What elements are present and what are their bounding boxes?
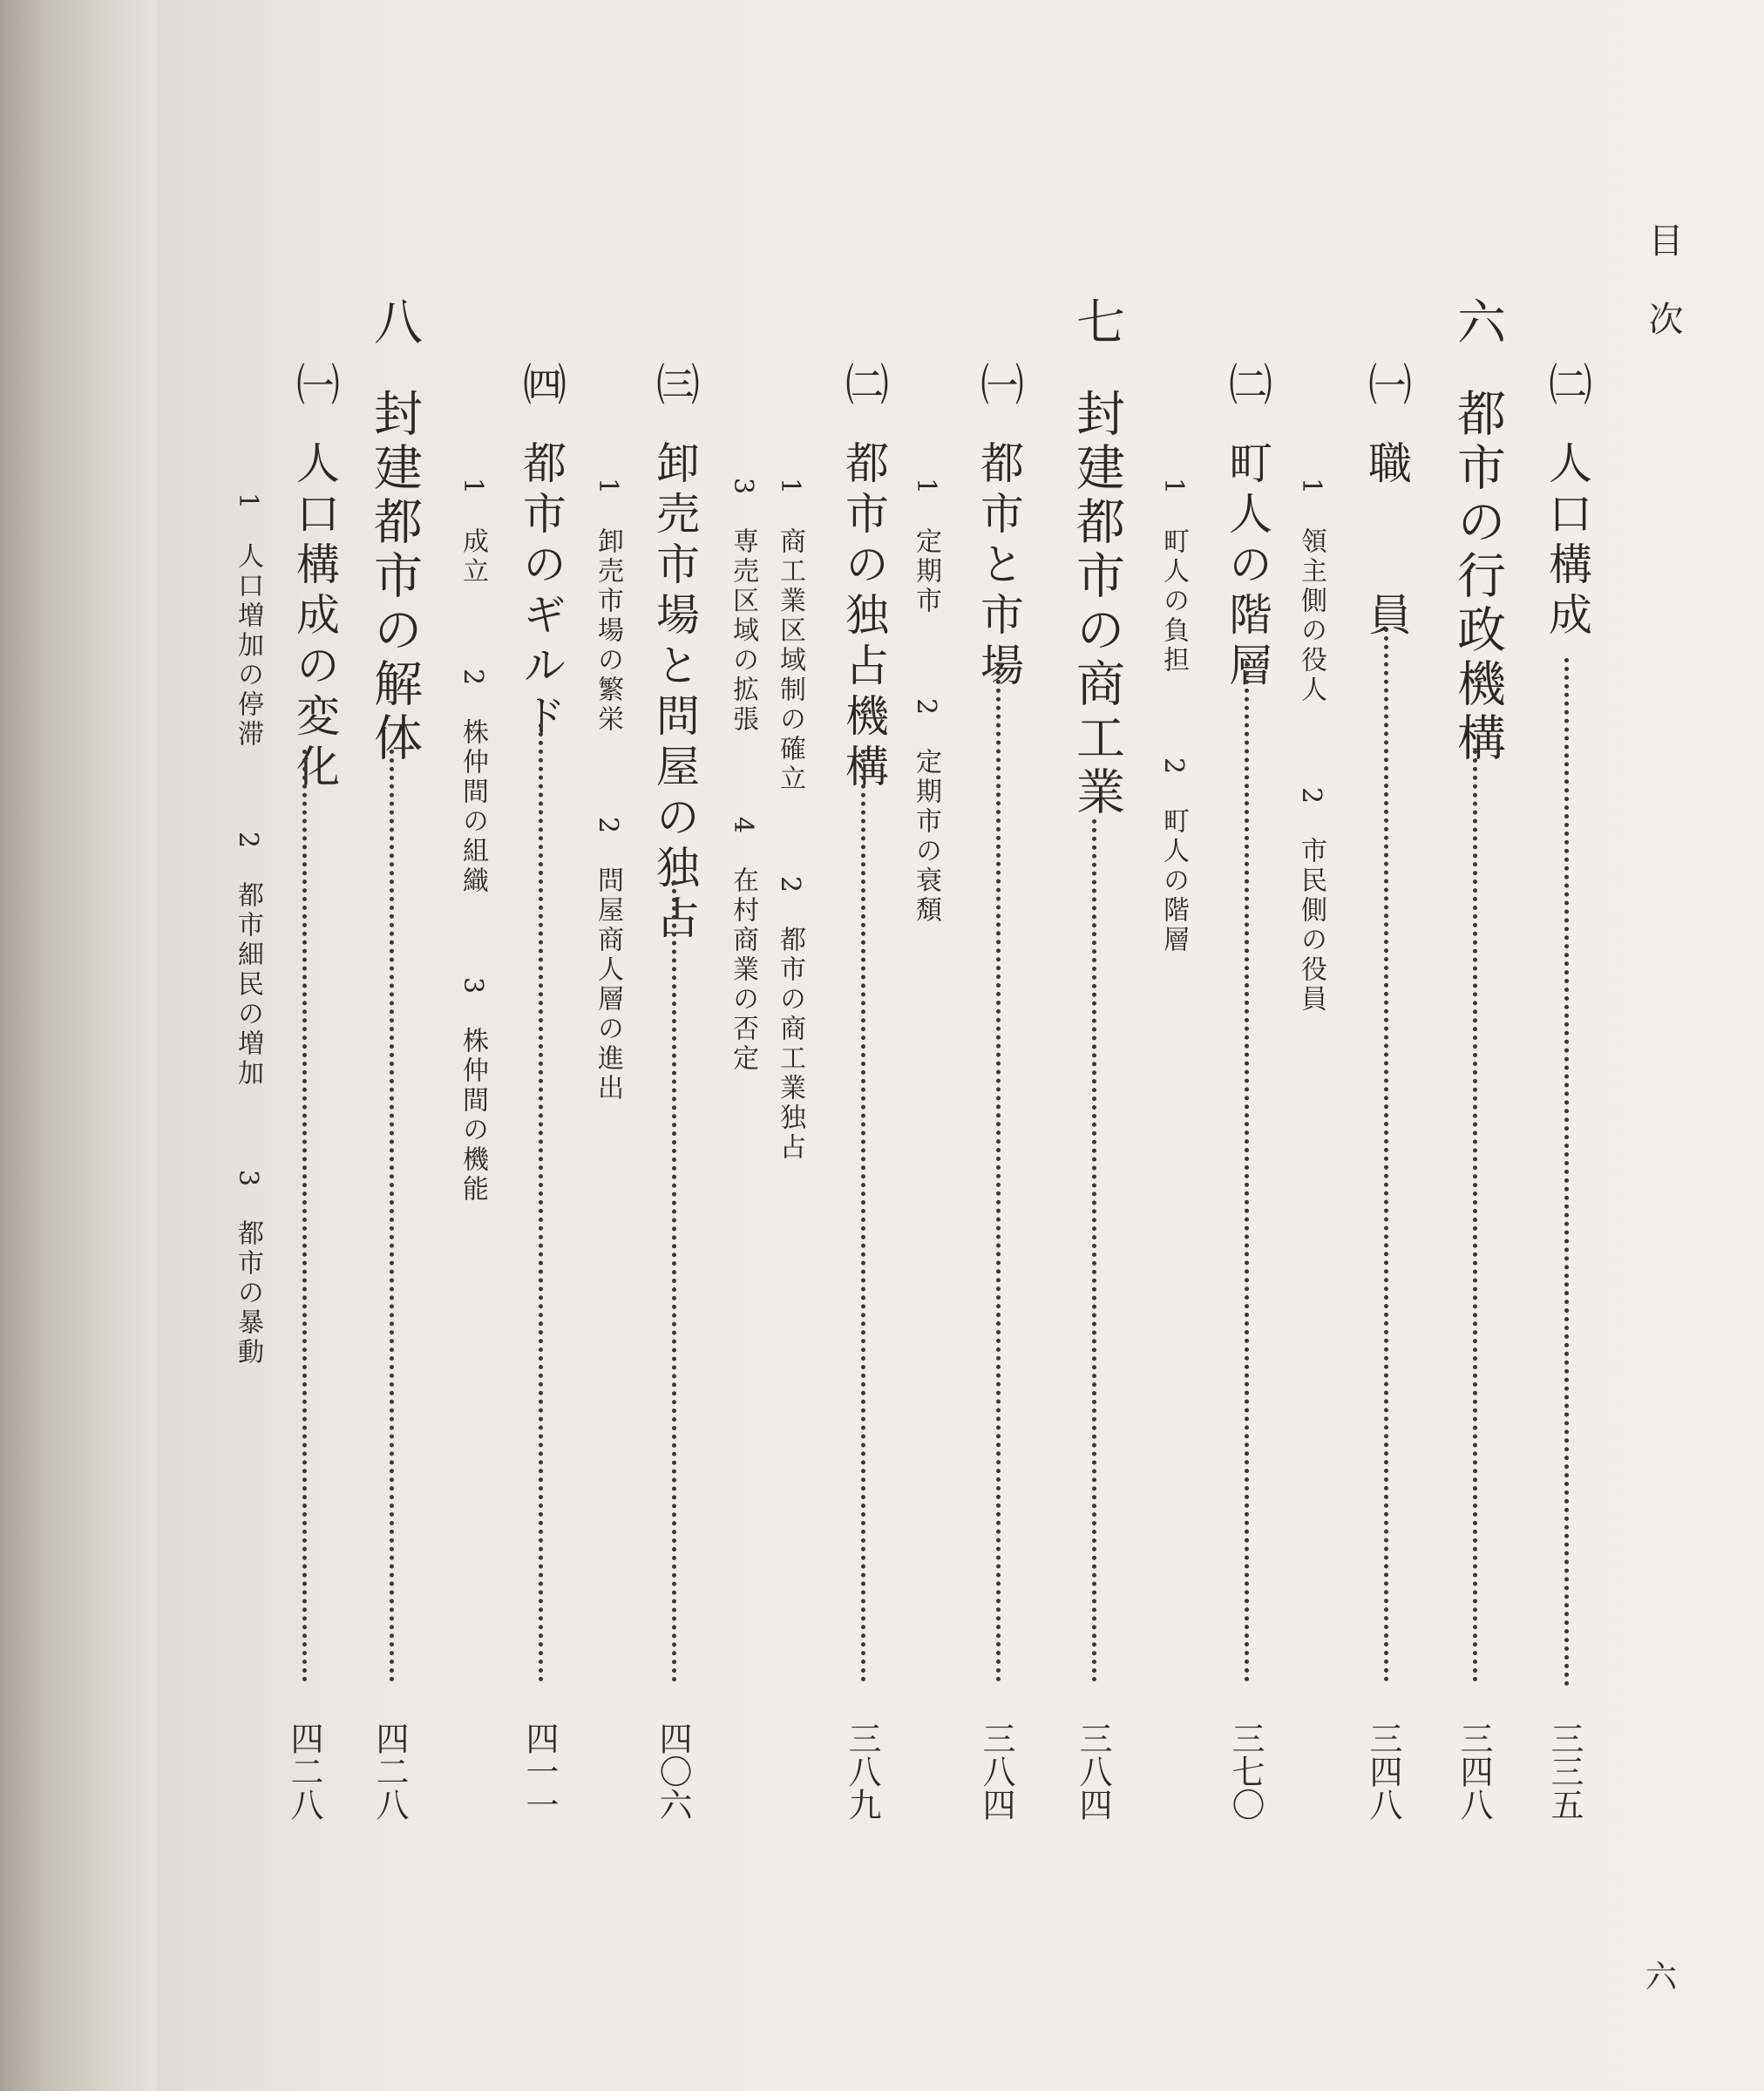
toc-subitem: 3 専売区域の拡張	[728, 478, 758, 736]
toc-subitem: 1 町人の負担	[1158, 478, 1189, 676]
toc-page-number: 四〇六	[654, 1721, 692, 1821]
toc-subitems	[770, 478, 809, 1163]
chapter-title: 都市の行政機構	[1449, 388, 1506, 766]
chapter-number: 八	[366, 296, 423, 350]
toc-subitem: 2 問屋商人層の進出	[593, 816, 623, 1103]
leader-dots	[1245, 662, 1249, 1682]
toc-subitems	[228, 492, 267, 1368]
toc-subitems	[453, 478, 492, 1205]
toc-page-number: 三八九	[843, 1721, 881, 1821]
toc-page-number: 三八四	[1074, 1721, 1112, 1821]
chapter-title: 封建都市の解体	[366, 388, 423, 766]
leader-dots	[1473, 750, 1477, 1682]
toc-subitem: 1 成立	[458, 478, 488, 587]
leader-dots	[672, 880, 676, 1682]
toc-subitem: 1 定期市	[911, 478, 941, 617]
toc-subitem: 3 株仲間の機能	[458, 977, 488, 1205]
toc-entry-title: 都市と市場	[974, 440, 1024, 693]
toc-subitems	[588, 478, 627, 1103]
leader-dots	[302, 750, 307, 1682]
toc-page-number: 三八四	[977, 1721, 1015, 1821]
toc-subitem: 2 定期市の衰頽	[911, 697, 941, 926]
toc-subitem: 1 領主側の役人	[1296, 478, 1326, 706]
toc-subitem: 3 都市の暴動	[233, 1170, 263, 1368]
toc-marker: ㈠	[289, 362, 340, 412]
page-number: 六	[1645, 1959, 1678, 1995]
toc-entry-title: 都市の独占機構	[838, 440, 889, 794]
toc-subitems	[1154, 478, 1192, 955]
toc-subitem: 2 都市の商工業独占	[775, 875, 805, 1163]
toc-subitem: 2 市民側の役員	[1296, 786, 1326, 1015]
toc-marker: ㈠	[1361, 362, 1412, 412]
toc-page-number: 四一一	[520, 1721, 559, 1821]
toc-subitem: 4 在村商業の否定	[728, 816, 758, 1074]
toc-entry-title: 人口構成の変化	[289, 440, 340, 794]
toc-subitem: 1 卸売市場の繁栄	[593, 478, 623, 736]
toc-page-number: 三四八	[1364, 1721, 1402, 1821]
toc-marker: ㈡	[838, 362, 889, 412]
toc-entry-title: 卸売市場と問屋の独占	[649, 440, 700, 946]
toc-entry-title: 職 員	[1361, 440, 1412, 642]
leader-dots	[1564, 658, 1569, 1687]
toc-page-number: 四二八	[370, 1721, 409, 1821]
toc-marker: ㈡	[1222, 362, 1272, 412]
leader-dots	[1384, 628, 1388, 1682]
toc-entry-title: 町人の階層	[1222, 440, 1272, 693]
chapter-number: 六	[1449, 296, 1506, 350]
leader-dots	[861, 750, 865, 1682]
toc-marker: ㈢	[649, 362, 700, 412]
leader-dots	[996, 662, 1001, 1682]
page-title: 目次	[1643, 222, 1683, 379]
toc-subitem: 1 商工業区域制の確立	[775, 478, 805, 795]
toc-subitem: 2 株仲間の組織	[458, 668, 488, 896]
book-spine-shadow	[0, 0, 157, 2091]
toc-page-number: 四二八	[285, 1721, 323, 1821]
leader-dots	[390, 750, 394, 1682]
toc-page-number: 三四八	[1455, 1721, 1493, 1821]
toc-subitem: 1 人口増加の停滞	[233, 492, 263, 750]
toc-page-number: 三七〇	[1226, 1721, 1265, 1821]
toc-subitems	[1292, 478, 1330, 1015]
toc-subitems	[723, 478, 762, 1074]
toc-subitem: 2 都市細民の増加	[233, 831, 263, 1089]
toc-subitems	[906, 478, 945, 926]
toc-marker: ㈠	[974, 362, 1024, 412]
toc-entry-title: 都市のギルド	[516, 440, 567, 743]
chapter-number: 七	[1069, 296, 1125, 350]
leader-dots	[1092, 819, 1096, 1682]
leader-dots	[539, 723, 543, 1682]
chapter-title: 封建都市の商工業	[1069, 388, 1125, 820]
toc-page-number: 三三五	[1545, 1721, 1584, 1821]
toc-subitem: 2 町人の階層	[1158, 757, 1189, 955]
toc-marker: ㈡	[1542, 362, 1592, 412]
toc-marker: ㈣	[516, 362, 567, 412]
toc-entry-title: 人口構成	[1542, 440, 1592, 642]
